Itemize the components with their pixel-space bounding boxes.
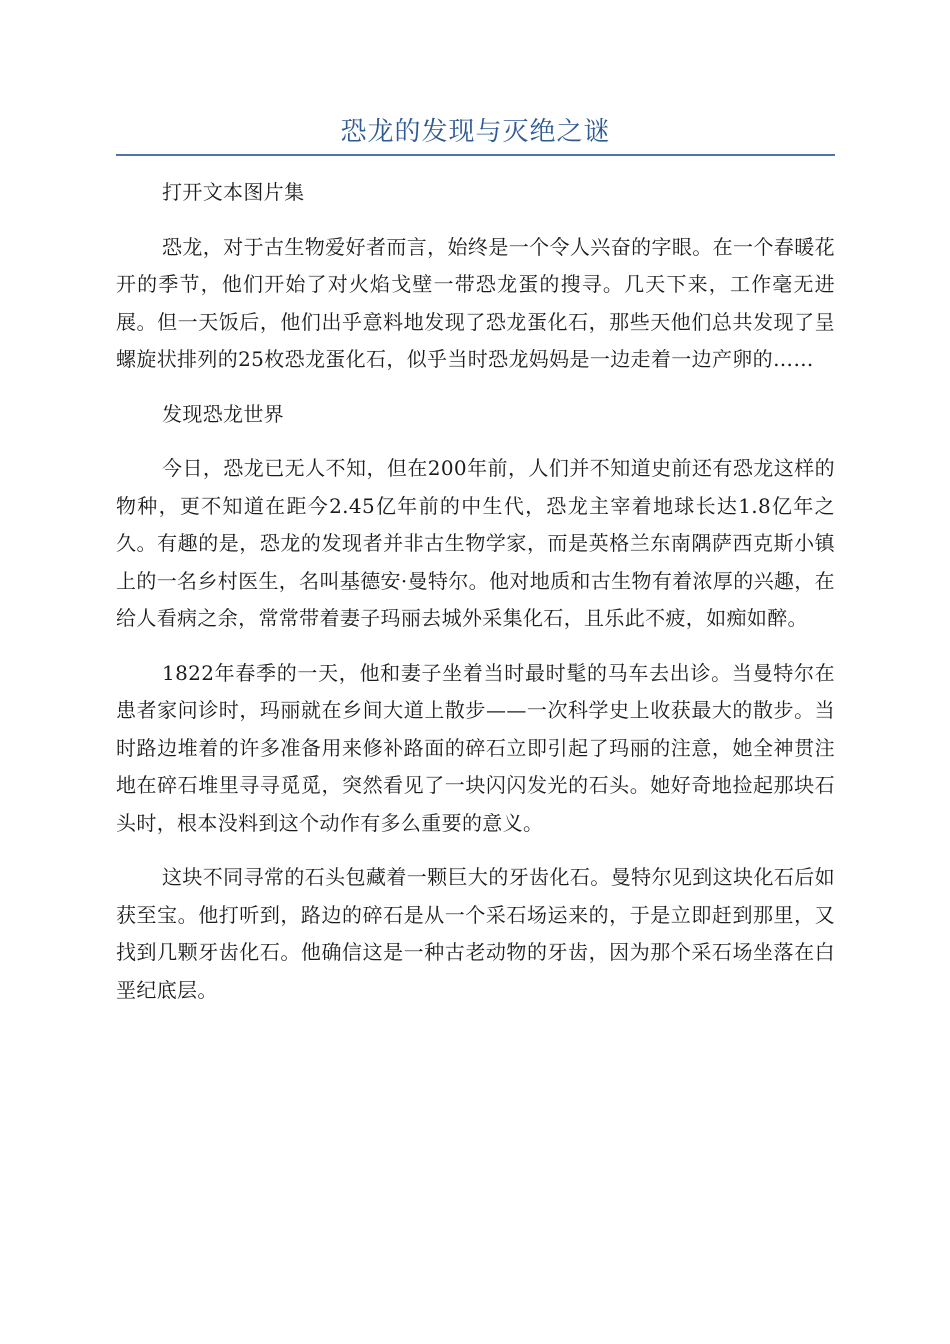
section-heading-discovery: 发现恐龙世界	[162, 401, 285, 426]
page-title: 恐龙的发现与灭绝之谜	[340, 117, 611, 147]
intro-paragraph: 恐龙，对于古生物爱好者而言，始终是一个令人兴奋的字眼。在一个春暖花开的季节，他们开始了对火焰戈壁一带恐龙蛋的搜寻。几天下来，工作毫无进展。但一天饭后，他们出乎意料地发现了恐龙蛋化石，那些天他们总共发现了呈螺旋状排列的25枚恐龙蛋化石，似乎当时恐龙妈妈是一边走着一边产卵的……	[116, 234, 835, 371]
article-body	[116, 174, 835, 1026]
section-heading-image-collection: 打开文本图片集	[162, 180, 305, 204]
discovery-paragraph-1: 今日，恐龙已无人不知，但在200年前，人们并不知道史前还有恐龙这样的物种，更不知道在距今2.45亿年前的中生代，恐龙主宰着地球长达1.8亿年之久。有趣的是，恐龙的发现者并非古生物学家，而是英格兰东南隅萨西克斯小镇上的一名乡村医生，名叫基德安·曼特尔。他对地质和古生物有着浓厚的兴趣，在给人看病之余，常常带着妻子玛丽去城外采集化石，且乐此不疲，如痴如醉。	[116, 456, 835, 630]
discovery-paragraph-3: 这块不同寻常的石头包藏着一颗巨大的牙齿化石。曼特尔见到这块化石后如获至宝。他打听到，路边的碎石是从一个采石场运来的，于是立即赶到那里，又找到几颗牙齿化石。他确信这是一种古老动物的牙齿，因为那个采石场坐落在白垩纪底层。	[116, 865, 835, 1002]
title-block	[116, 112, 835, 156]
discovery-paragraph-2: 1822年春季的一天，他和妻子坐着当时最时髦的马车去出诊。当曼特尔在患者家问诊时，玛丽就在乡间大道上散步——一次科学史上收获最大的散步。当时路边堆着的许多准备用来修补路面的碎石立即引起了玛丽的注意，她全神贯注地在碎石堆里寻寻觅觅，突然看见了一块闪闪发光的石头。她好奇地捡起那块石头时，根本没料到这个动作有多么重要的意义。	[116, 660, 835, 835]
